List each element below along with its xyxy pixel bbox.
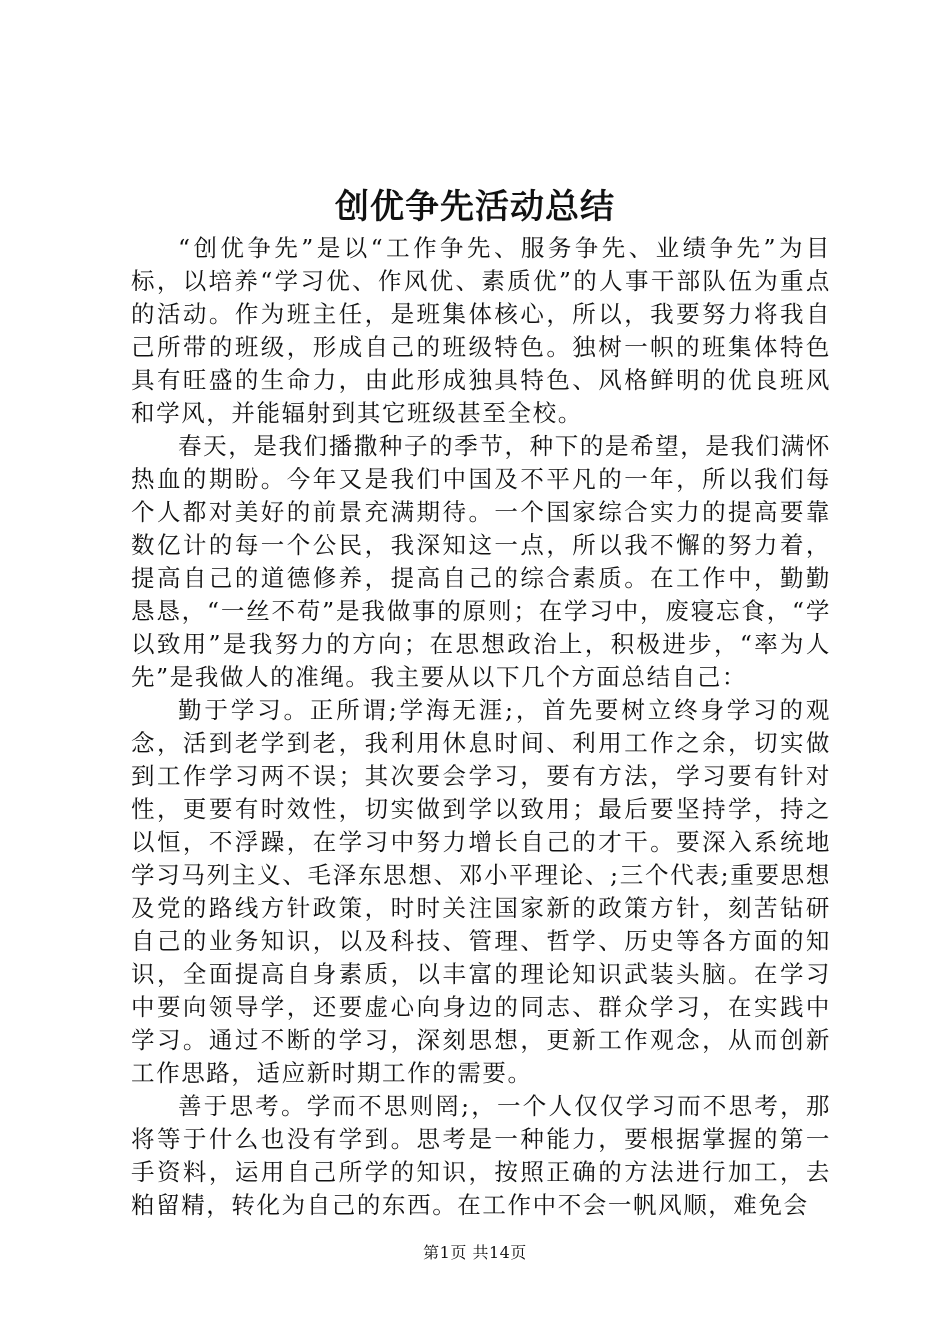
document-body bbox=[131, 232, 831, 1222]
document-title: 创优争先活动总结 bbox=[335, 187, 615, 227]
page-footer: 第1页 共14页 bbox=[423, 1243, 527, 1262]
paragraph-intro: “创优争先”是以“工作争先、服务争先、业绩争先”为目标，以培养“学习优、作风优、素质优”的人事干部队伍为重点的活动。作为班主任，是班集体核心，所以，我要努力将我自己所带的班级，形成自己的班级特色。独树一帜的班集体特色具有旺盛的生命力，由此形成独具特色、风格鲜明的优良班风和学风，并能辐射到其它班级甚至全校。 bbox=[131, 234, 831, 427]
paragraph-diligent-study: 勤于学习。正所谓;学海无涯;，首先要树立终身学习的观念，活到老学到老，我利用休息时间、利用工作之余，切实做到工作学习两不误；其次要会学习，要有方法，学习要有针对性，更要有时效性，切实做到学以致用；最后要坚持学，持之以恒，不浮躁，在学习中努力增长自己的才干。要深入系统地学习马列主义、毛泽东思想、邓小平理论、;三个代表;重要思想及党的路线方针政策，时时关注国家新的政策方针，刻苦钻研自己的业务知识，以及科技、管理、哲学、历史等各方面的知识，全面提高自身素质，以丰富的理论知识武装头脑。在学习中要向领导学，还要虚心向身边的同志、群众学习，在实践中学习。通过不断的学习，深刻思想，更新工作观念，从而创新工作思路，适应新时期工作的需要。 bbox=[131, 696, 831, 1087]
paragraph-good-thinking: 善于思考。学而不思则罔;，一个人仅仅学习而不思考，那将等于什么也没有学到。思考是一种能力，要根据掌握的第一手资料，运用自己所学的知识，按照正确的方法进行加工，去粕留精，转化为自己的东西。在工作中不会一帆风顺，难免会 bbox=[131, 1092, 831, 1219]
paragraph-spring: 春天，是我们播撒种子的季节，种下的是希望，是我们满怀热血的期盼。今年又是我们中国及不平凡的一年，所以我们每个人都对美好的前景充满期待。一个国家综合实力的提高要靠数亿计的每一个公民，我深知这一点，所以我不懈的努力着，提高自己的道德修养，提高自己的综合素质。在工作中，勤勤恳恳，“一丝不苟”是我做事的原则；在学习中，废寝忘食，“学以致用”是我努力的方向；在思想政治上，积极进步，“率为人先”是我做人的准绳。我主要从以下几个方面总结自己： bbox=[131, 432, 831, 691]
